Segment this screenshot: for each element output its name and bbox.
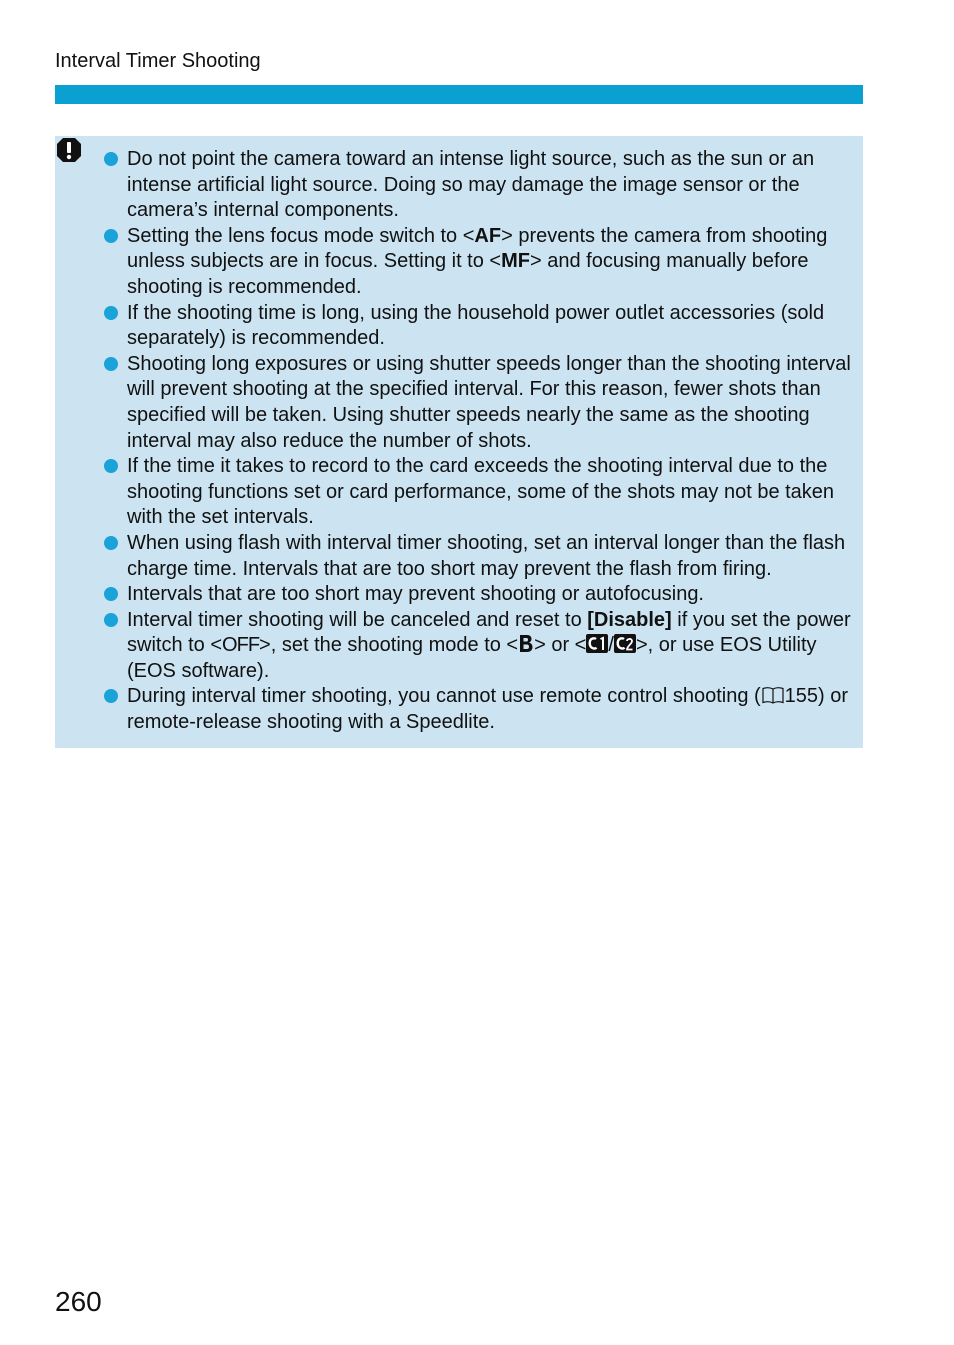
mf-label: MF bbox=[501, 250, 530, 273]
off-label: OFF bbox=[222, 634, 260, 657]
note-text: Setting the lens focus mode switch to < bbox=[127, 224, 475, 247]
book-icon bbox=[761, 686, 785, 704]
note-text: Intervals that are too short may prevent shooting or autofocusing. bbox=[127, 583, 704, 606]
custom-mode-2-icon bbox=[614, 634, 636, 653]
note-text: During interval timer shooting, you cannot use remote control shooting ( bbox=[127, 685, 761, 708]
custom-mode-1-icon bbox=[586, 634, 608, 653]
note-text: >, set the shooting mode to < bbox=[259, 634, 519, 657]
bulb-mode-icon bbox=[518, 634, 534, 653]
bullet-icon bbox=[104, 229, 118, 243]
caution-list bbox=[55, 147, 863, 736]
note-text: Interval timer shooting will be canceled and reset to bbox=[127, 608, 588, 631]
bullet-icon bbox=[104, 587, 118, 601]
caution-box bbox=[55, 136, 863, 748]
note-text: >, or use EOS Utility (EOS software). bbox=[127, 634, 817, 682]
note-text: if you set the power switch to < bbox=[127, 608, 851, 657]
list-item bbox=[55, 224, 863, 301]
list-item bbox=[55, 531, 863, 582]
note-text: > prevents the camera from shooting unless subjects are in focus. Setting it to < bbox=[127, 224, 828, 273]
bullet-icon bbox=[104, 536, 118, 550]
note-text: > and focusing manually before shooting is recommended. bbox=[127, 250, 809, 298]
note-text: / bbox=[608, 634, 614, 657]
note-text: If the time it takes to record to the card exceeds the shooting interval due to the shooting functions set or card performance, some of the shots may not be taken with the set intervals. bbox=[127, 455, 835, 529]
note-text: Shooting long exposures or using shutter speeds longer than the shooting interval will prevent shooting at the specified interval. For this reason, fewer shots than specified will be taken. Using shutter speeds nearly the same as the shooting interval may also reduce the number of shots. bbox=[127, 352, 851, 452]
bullet-icon bbox=[104, 306, 118, 320]
running-head: Interval Timer Shooting bbox=[55, 50, 261, 72]
page-number: 260 bbox=[55, 1286, 102, 1317]
list-item bbox=[55, 684, 863, 735]
list-item bbox=[55, 352, 863, 454]
list-item bbox=[55, 608, 863, 685]
list-item bbox=[55, 582, 863, 608]
note-text: > or < bbox=[534, 634, 587, 657]
disable-label: [Disable] bbox=[587, 608, 672, 631]
page-ref[interactable]: 155 bbox=[784, 685, 819, 708]
note-text: If the shooting time is long, using the household power outlet accessories (sold separately) is recommended. bbox=[127, 301, 825, 350]
bullet-icon bbox=[104, 459, 118, 473]
af-label: AF bbox=[474, 224, 502, 247]
header-rule bbox=[55, 85, 863, 104]
note-text: ) or remote-release shooting with a Speedlite. bbox=[127, 685, 849, 734]
list-item bbox=[55, 301, 863, 352]
list-item bbox=[55, 454, 863, 531]
bullet-icon bbox=[104, 689, 118, 703]
bullet-icon bbox=[104, 357, 118, 371]
list-item bbox=[55, 147, 863, 224]
note-text: Do not point the camera toward an intense light source, such as the sun or an intense artificial light source. Doing so may damage the image sensor or the camera’s internal components. bbox=[127, 148, 815, 222]
note-text: When using flash with interval timer shooting, set an interval longer than the flash charge time. Intervals that are too short may prevent the flash from firing. bbox=[127, 531, 846, 580]
bullet-icon bbox=[104, 152, 118, 166]
bullet-icon bbox=[104, 613, 118, 627]
